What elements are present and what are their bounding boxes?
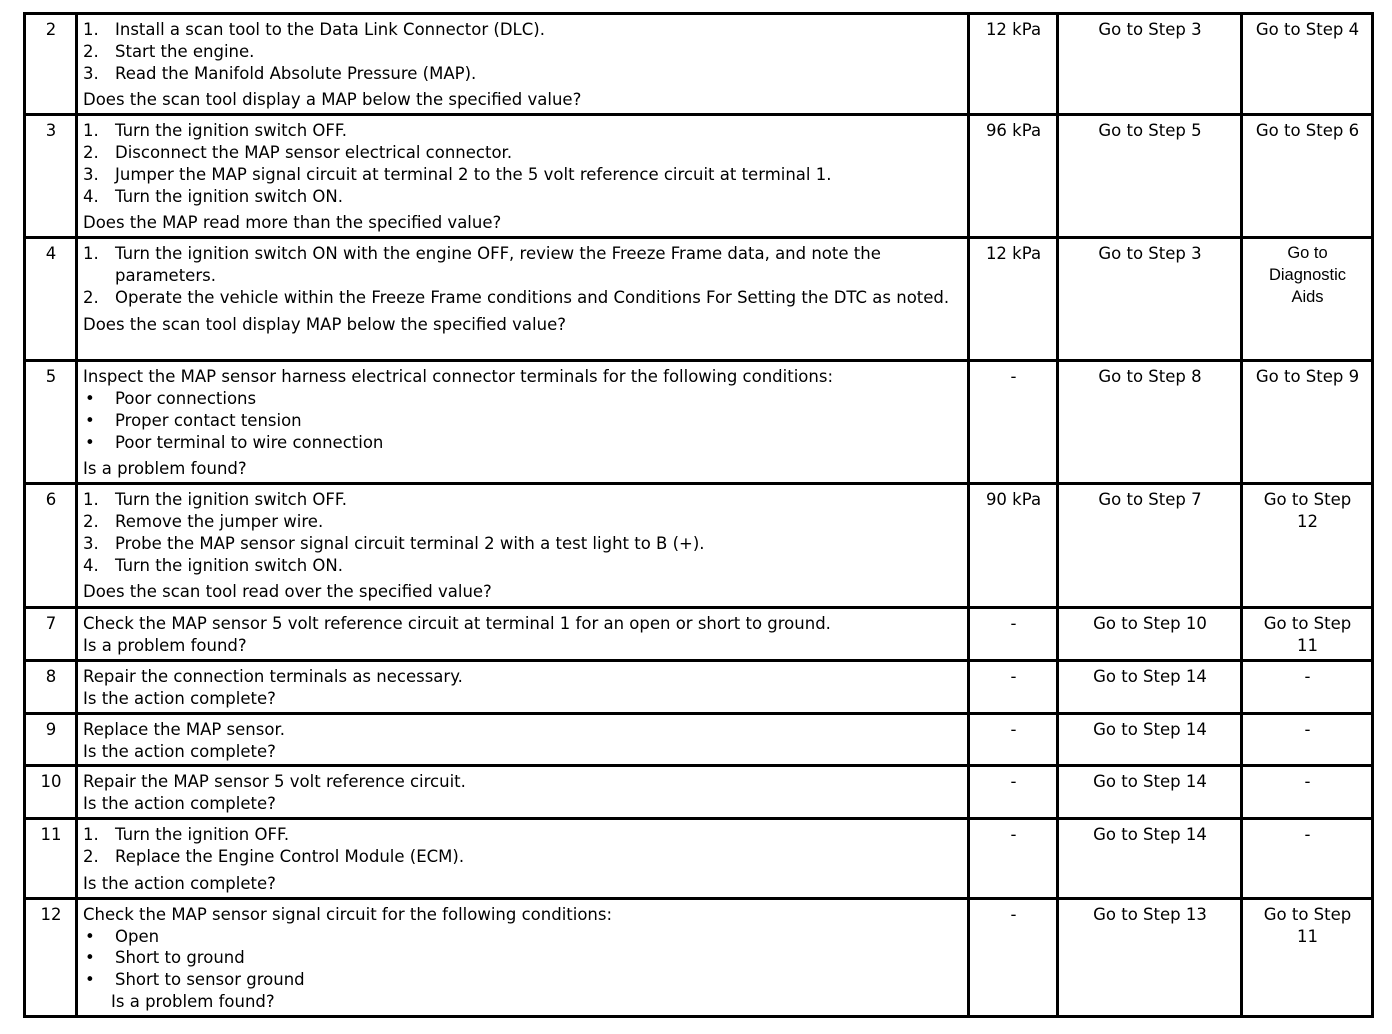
item-text: Turn the ignition OFF. bbox=[115, 825, 290, 845]
action-item bbox=[83, 63, 963, 85]
bullet-icon: • bbox=[85, 410, 95, 430]
action-question: Does the scan tool read over the specified value? bbox=[83, 582, 492, 602]
table-row bbox=[25, 484, 1373, 608]
specified-value: - bbox=[969, 361, 1058, 484]
action-question: Is a problem found? bbox=[111, 991, 275, 1011]
step-number: 4 bbox=[25, 238, 77, 361]
step-number: 11 bbox=[25, 819, 77, 898]
yes-result: Go to Step 8 bbox=[1058, 361, 1242, 484]
item-text: Jumper the MAP signal circuit at terminal 2 to the 5 volt reference circuit at terminal 1. bbox=[115, 164, 832, 184]
action-item bbox=[83, 489, 963, 511]
item-number: 3. bbox=[83, 533, 99, 553]
item-text: Turn the ignition switch OFF. bbox=[115, 121, 347, 141]
no-result-line: Go to Step bbox=[1263, 490, 1352, 510]
condition-text: Short to sensor ground bbox=[115, 970, 305, 990]
table-row bbox=[25, 713, 1373, 766]
action-question: Is the action complete? bbox=[83, 741, 276, 761]
no-result-line: Aids bbox=[1291, 287, 1324, 306]
action-question: Is the action complete? bbox=[83, 794, 276, 814]
specified-value: 96 kPa bbox=[969, 115, 1058, 238]
item-number: 2. bbox=[83, 511, 99, 531]
item-number: 1. bbox=[83, 490, 99, 510]
yes-result: Go to Step 14 bbox=[1058, 766, 1242, 819]
action-question: Does the scan tool display MAP below the specified value? bbox=[83, 314, 566, 334]
action-item bbox=[83, 186, 963, 208]
action-item bbox=[83, 511, 963, 533]
condition-item bbox=[83, 410, 963, 432]
bullet-icon: • bbox=[85, 432, 95, 452]
condition-text: Proper contact tension bbox=[115, 410, 302, 430]
action-item bbox=[83, 846, 963, 868]
condition-text: Open bbox=[115, 926, 160, 946]
item-number: 2. bbox=[83, 287, 99, 307]
yes-result: Go to Step 14 bbox=[1058, 819, 1242, 898]
step-number: 6 bbox=[25, 484, 77, 608]
step-number: 8 bbox=[25, 660, 77, 713]
bullet-icon: • bbox=[85, 388, 95, 408]
diagnostic-table-body bbox=[25, 14, 1373, 1017]
item-number: 4. bbox=[83, 555, 99, 575]
item-number: 2. bbox=[83, 41, 99, 61]
item-text: Remove the jumper wire. bbox=[115, 511, 324, 531]
no-result: Go to Step 4 bbox=[1242, 14, 1373, 115]
no-result bbox=[1242, 484, 1373, 608]
action-cell bbox=[77, 898, 969, 1016]
table-row bbox=[25, 819, 1373, 898]
table-row bbox=[25, 238, 1373, 361]
action-intro: Repair the MAP sensor 5 volt reference circuit. bbox=[83, 772, 466, 792]
action-cell bbox=[77, 660, 969, 713]
condition-item bbox=[83, 432, 963, 454]
item-number: 1. bbox=[83, 121, 99, 141]
condition-text: Short to ground bbox=[115, 948, 245, 968]
table-row bbox=[25, 115, 1373, 238]
item-number: 3. bbox=[83, 164, 99, 184]
item-text: Probe the MAP sensor signal circuit terminal 2 with a test light to B (+). bbox=[115, 533, 705, 553]
step-number: 9 bbox=[25, 713, 77, 766]
table-row bbox=[25, 660, 1373, 713]
action-item bbox=[83, 164, 963, 186]
item-number: 1. bbox=[83, 825, 99, 845]
action-item bbox=[83, 533, 963, 555]
item-text: Operate the vehicle within the Freeze Frame conditions and Conditions For Setting the DTC as noted. bbox=[115, 287, 950, 307]
condition-item bbox=[83, 388, 963, 410]
action-item bbox=[83, 120, 963, 142]
table-row bbox=[25, 14, 1373, 115]
action-cell bbox=[77, 361, 969, 484]
action-cell bbox=[77, 14, 969, 115]
no-result: Go to Step 6 bbox=[1242, 115, 1373, 238]
action-item bbox=[83, 243, 963, 287]
no-result: - bbox=[1242, 766, 1373, 819]
table-row bbox=[25, 361, 1373, 484]
table-row bbox=[25, 766, 1373, 819]
no-result bbox=[1242, 238, 1373, 361]
action-item bbox=[83, 41, 963, 63]
step-number: 12 bbox=[25, 898, 77, 1016]
specified-value: - bbox=[969, 660, 1058, 713]
action-question: Is a problem found? bbox=[83, 459, 247, 479]
step-number: 2 bbox=[25, 14, 77, 115]
table-row bbox=[25, 608, 1373, 661]
action-question: Does the MAP read more than the specified value? bbox=[83, 213, 502, 233]
step-number: 7 bbox=[25, 608, 77, 661]
no-result-line: Go to bbox=[1287, 244, 1328, 263]
no-result bbox=[1242, 898, 1373, 1016]
item-number: 2. bbox=[83, 142, 99, 162]
action-intro: Check the MAP sensor 5 volt reference circuit at terminal 1 for an open or short to ground. bbox=[83, 614, 831, 634]
action-intro: Check the MAP sensor signal circuit for the following conditions: bbox=[83, 904, 613, 924]
no-result-line: 11 bbox=[1297, 635, 1318, 655]
specified-value: 12 kPa bbox=[969, 14, 1058, 115]
yes-result: Go to Step 10 bbox=[1058, 608, 1242, 661]
yes-result: Go to Step 3 bbox=[1058, 14, 1242, 115]
table-row bbox=[25, 898, 1373, 1016]
specified-value: 90 kPa bbox=[969, 484, 1058, 608]
action-item bbox=[83, 287, 963, 309]
specified-value: - bbox=[969, 713, 1058, 766]
item-text: Read the Manifold Absolute Pressure (MAP). bbox=[115, 63, 477, 83]
item-text: Turn the ignition switch OFF. bbox=[115, 490, 347, 510]
diagnostic-table bbox=[23, 12, 1374, 1018]
item-number: 3. bbox=[83, 63, 99, 83]
step-number: 5 bbox=[25, 361, 77, 484]
action-question: Is the action complete? bbox=[83, 688, 276, 708]
condition-item bbox=[83, 926, 963, 948]
yes-result: Go to Step 5 bbox=[1058, 115, 1242, 238]
action-item bbox=[83, 555, 963, 577]
action-intro: Repair the connection terminals as necessary. bbox=[83, 666, 463, 686]
no-result-line: Go to Step bbox=[1263, 904, 1352, 924]
no-result-line: 11 bbox=[1297, 926, 1318, 946]
action-intro: Replace the MAP sensor. bbox=[83, 719, 285, 739]
item-text: Disconnect the MAP sensor electrical connector. bbox=[115, 142, 513, 162]
action-cell bbox=[77, 484, 969, 608]
condition-item bbox=[83, 969, 963, 991]
item-number: 1. bbox=[83, 20, 99, 39]
specified-value: 12 kPa bbox=[969, 238, 1058, 361]
action-item bbox=[83, 142, 963, 164]
action-cell bbox=[77, 115, 969, 238]
item-text: Turn the ignition switch ON. bbox=[115, 555, 343, 575]
item-number: 4. bbox=[83, 186, 99, 206]
bullet-icon: • bbox=[85, 948, 95, 968]
action-intro: Inspect the MAP sensor harness electrical connector terminals for the following conditions: bbox=[83, 367, 834, 387]
no-result: Go to Step 9 bbox=[1242, 361, 1373, 484]
action-cell bbox=[77, 608, 969, 661]
action-question: Is the action complete? bbox=[83, 873, 276, 893]
yes-result: Go to Step 14 bbox=[1058, 713, 1242, 766]
no-result-line: Go to Step bbox=[1263, 614, 1352, 634]
item-text: Turn the ignition switch ON with the engine OFF, review the Freeze Frame data, and note the parameters. bbox=[115, 244, 881, 285]
item-number: 2. bbox=[83, 847, 99, 867]
no-result bbox=[1242, 608, 1373, 661]
item-text: Start the engine. bbox=[115, 41, 255, 61]
action-cell bbox=[77, 766, 969, 819]
yes-result: Go to Step 13 bbox=[1058, 898, 1242, 1016]
action-cell bbox=[77, 819, 969, 898]
specified-value: - bbox=[969, 766, 1058, 819]
item-text: Replace the Engine Control Module (ECM). bbox=[115, 847, 465, 867]
yes-result: Go to Step 14 bbox=[1058, 660, 1242, 713]
condition-text: Poor terminal to wire connection bbox=[115, 432, 384, 452]
item-number: 1. bbox=[83, 244, 99, 264]
item-text: Turn the ignition switch ON. bbox=[115, 186, 343, 206]
step-number: 10 bbox=[25, 766, 77, 819]
action-cell bbox=[77, 713, 969, 766]
action-item bbox=[83, 19, 963, 41]
specified-value: - bbox=[969, 608, 1058, 661]
bullet-icon: • bbox=[85, 926, 95, 946]
no-result: - bbox=[1242, 713, 1373, 766]
no-result-line: 12 bbox=[1297, 511, 1318, 531]
condition-item bbox=[83, 947, 963, 969]
condition-text: Poor connections bbox=[115, 388, 257, 408]
action-question: Does the scan tool display a MAP below the specified value? bbox=[83, 90, 582, 110]
item-text: Install a scan tool to the Data Link Connector (DLC). bbox=[115, 20, 545, 39]
action-item bbox=[83, 824, 963, 846]
yes-result: Go to Step 3 bbox=[1058, 238, 1242, 361]
action-cell bbox=[77, 238, 969, 361]
yes-result: Go to Step 7 bbox=[1058, 484, 1242, 608]
specified-value: - bbox=[969, 898, 1058, 1016]
action-question: Is a problem found? bbox=[83, 635, 247, 655]
no-result: - bbox=[1242, 819, 1373, 898]
no-result-line: Diagnostic bbox=[1268, 265, 1347, 284]
step-number: 3 bbox=[25, 115, 77, 238]
bullet-icon: • bbox=[85, 970, 95, 990]
specified-value: - bbox=[969, 819, 1058, 898]
no-result: - bbox=[1242, 660, 1373, 713]
